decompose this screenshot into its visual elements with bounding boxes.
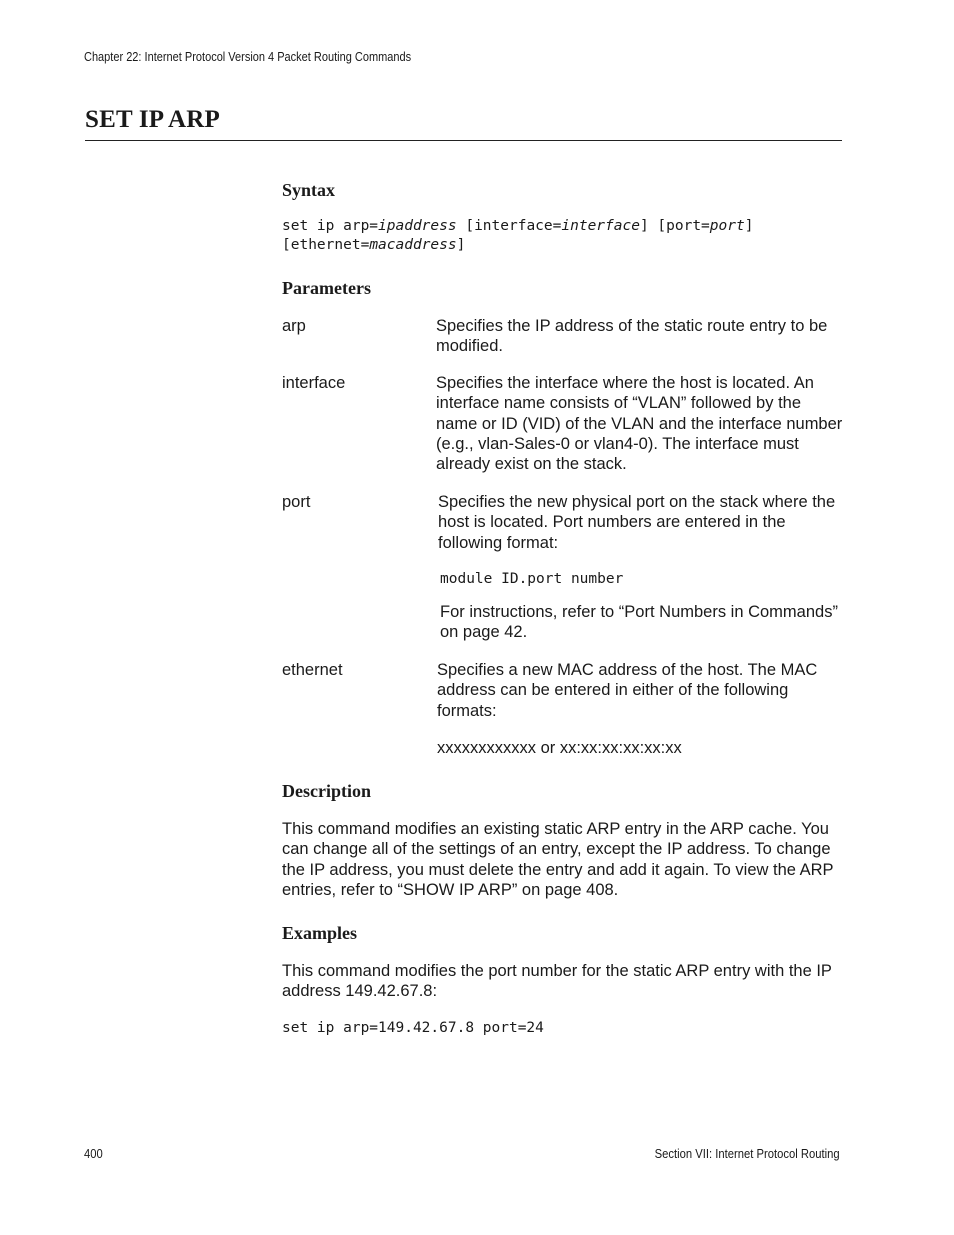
param-name-port: port (282, 493, 311, 511)
param-desc-port: Specifies the new physical port on the stack where the host is located. Port numbers are entered in the following format: (438, 493, 836, 552)
description-heading: Description (282, 781, 371, 801)
param-name-ethernet: ethernet (282, 661, 343, 679)
param-name-interface: interface (282, 374, 346, 392)
mac-formats: xxxxxxxxxxxx or xx:xx:xx:xx:xx:xx (437, 739, 682, 757)
examples-text: This command modifies the port number for the static ARP entry with the IP address 149.42.67.8: (282, 962, 832, 1001)
param-name-arp: arp (282, 317, 306, 335)
parameters-heading: Parameters (282, 278, 371, 298)
page-number: 400 (84, 1147, 103, 1161)
running-head: Chapter 22: Internet Protocol Version 4 Packet Routing Commands (84, 50, 412, 64)
page-title: SET IP ARP (85, 106, 220, 133)
syntax-line-2: [ethernet=macaddress] (282, 237, 466, 253)
param-desc-interface: Specifies the interface where the host is located. An interface name consists of “VLAN” followed by the name or ID (VID) of the VLAN and the interface number (e.g., vlan-Sales-0 or vlan4-0). The interface must already exist on the stack. (436, 374, 843, 474)
footer-section: Section VII: Internet Protocol Routing (654, 1147, 840, 1161)
syntax-heading: Syntax (282, 180, 336, 200)
syntax-line-1: set ip arp=ipaddress [interface=interface] [port=port] (282, 218, 754, 234)
param-desc-ethernet: Specifies a new MAC address of the host. The MAC address can be entered in either of the following formats: (437, 661, 818, 720)
description-text: This command modifies an existing static ARP entry in the ARP cache. You can change all of the settings of an entry, except the IP address. To change the IP address, you must delete the entry and add it again. To view the ARP entries, refer to “SHOW IP ARP” on page 408. (282, 820, 834, 899)
port-format-code: module ID.port number (440, 571, 624, 587)
title-rule (85, 140, 842, 141)
example-code: set ip arp=149.42.67.8 port=24 (282, 1020, 544, 1036)
port-note: For instructions, refer to “Port Numbers in Commands” on page 42. (440, 603, 838, 642)
param-desc-arp: Specifies the IP address of the static route entry to be modified. (436, 317, 828, 356)
examples-heading: Examples (282, 923, 358, 943)
